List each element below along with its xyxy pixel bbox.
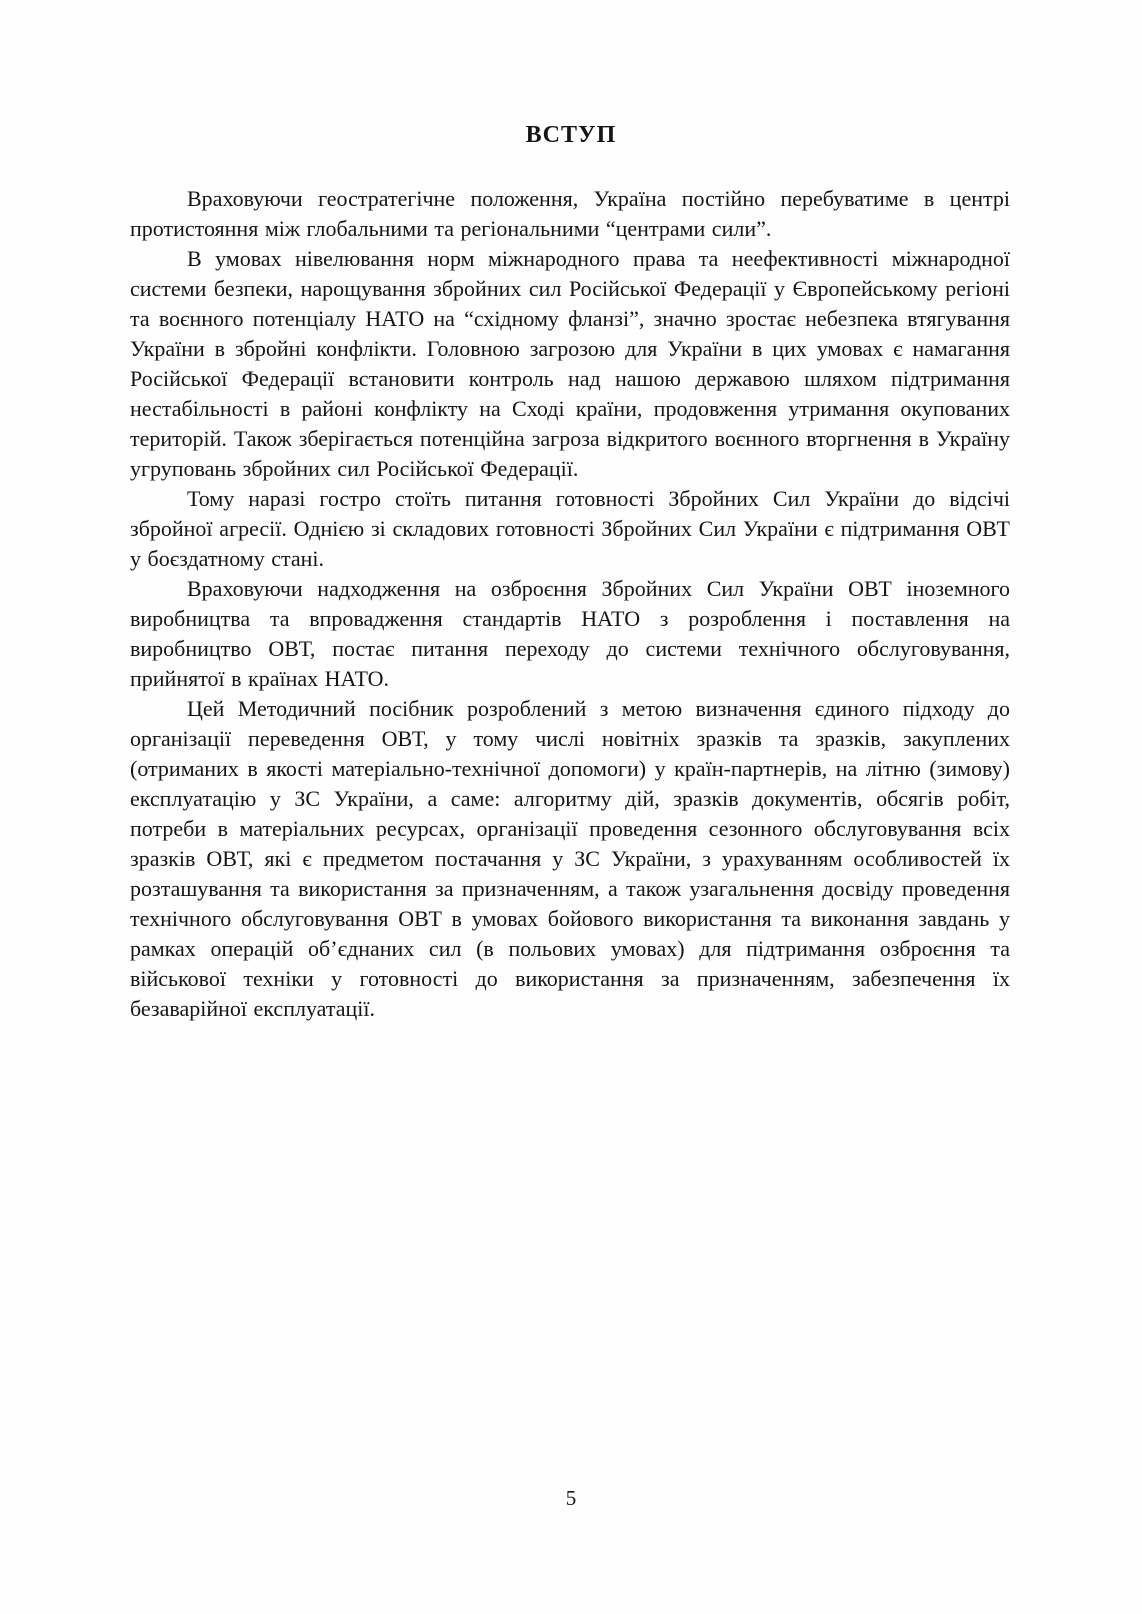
paragraph: Цей Методичний посібник розроблений з метою визначення єдиного підходу до організації переведення ОВТ, у тому числі новітніх зразків та зразків, закуплених (отриманих в якості матеріально-технічної допомоги) у країн-партнерів, на літню (зимову) експлуатацію у ЗС України, а саме: алгоритму дій, зразків документів, обсягів робіт, потреби в матеріальних ресурсах, організації проведення сезонного обслуговування всіх зразків ОВТ, які є предметом постачання у ЗС України, з урахуванням особливостей їх розташування та використання за призначенням, а також узагальнення досвіду проведення технічного обслуговування ОВТ в умовах бойового використання та виконання завдань у рамках операцій об’єднаних сил (в польових умовах) для підтримання озброєння та військової техніки у готовності до використання за призначенням, забезпечення їх безаварійної експлуатації. [130,696,1010,1021]
paragraph: Враховуючи геостратегічне положення, Україна постійно перебуватиме в центрі протистояння між глобальними та регіональними “центрами сили”. [130,186,1010,241]
document-body [130,184,1010,1024]
paragraph: Тому наразі гостро стоїть питання готовності Збройних Сил України до відсічі збройної агресії. Однією зі складових готовності Збройних Сил України є підтримання ОВТ у боєздатному стані. [130,486,1010,571]
page-title: ВСТУП [525,122,617,148]
paragraph: В умовах нівелювання норм міжнародного права та неефективності міжнародної системи безпеки, нарощування збройних сил Російської Федерації у Європейському регіоні та воєнного потенціалу НАТО на “східному фланзі”, значно зростає небезпека втягування України в збройні конфлікти. Головною загрозою для України в цих умовах є намагання Російської Федерації встановити контроль над нашою державою шляхом підтримання нестабільності в районі конфлікту на Сході країни, продовження утримання окупованих територій. Також зберігається потенційна загроза відкритого воєнного вторгнення в Україну угруповань збройних сил Російської Федерації. [130,246,1010,481]
page-number: 5 [565,1486,577,1510]
paragraph: Враховуючи надходження на озброєння Збройних Сил України ОВТ іноземного виробництва та впровадження стандартів НАТО з розроблення і поставлення на виробництво ОВТ, постає питання переходу до системи технічного обслуговування, прийнятої в країнах НАТО. [130,576,1010,691]
